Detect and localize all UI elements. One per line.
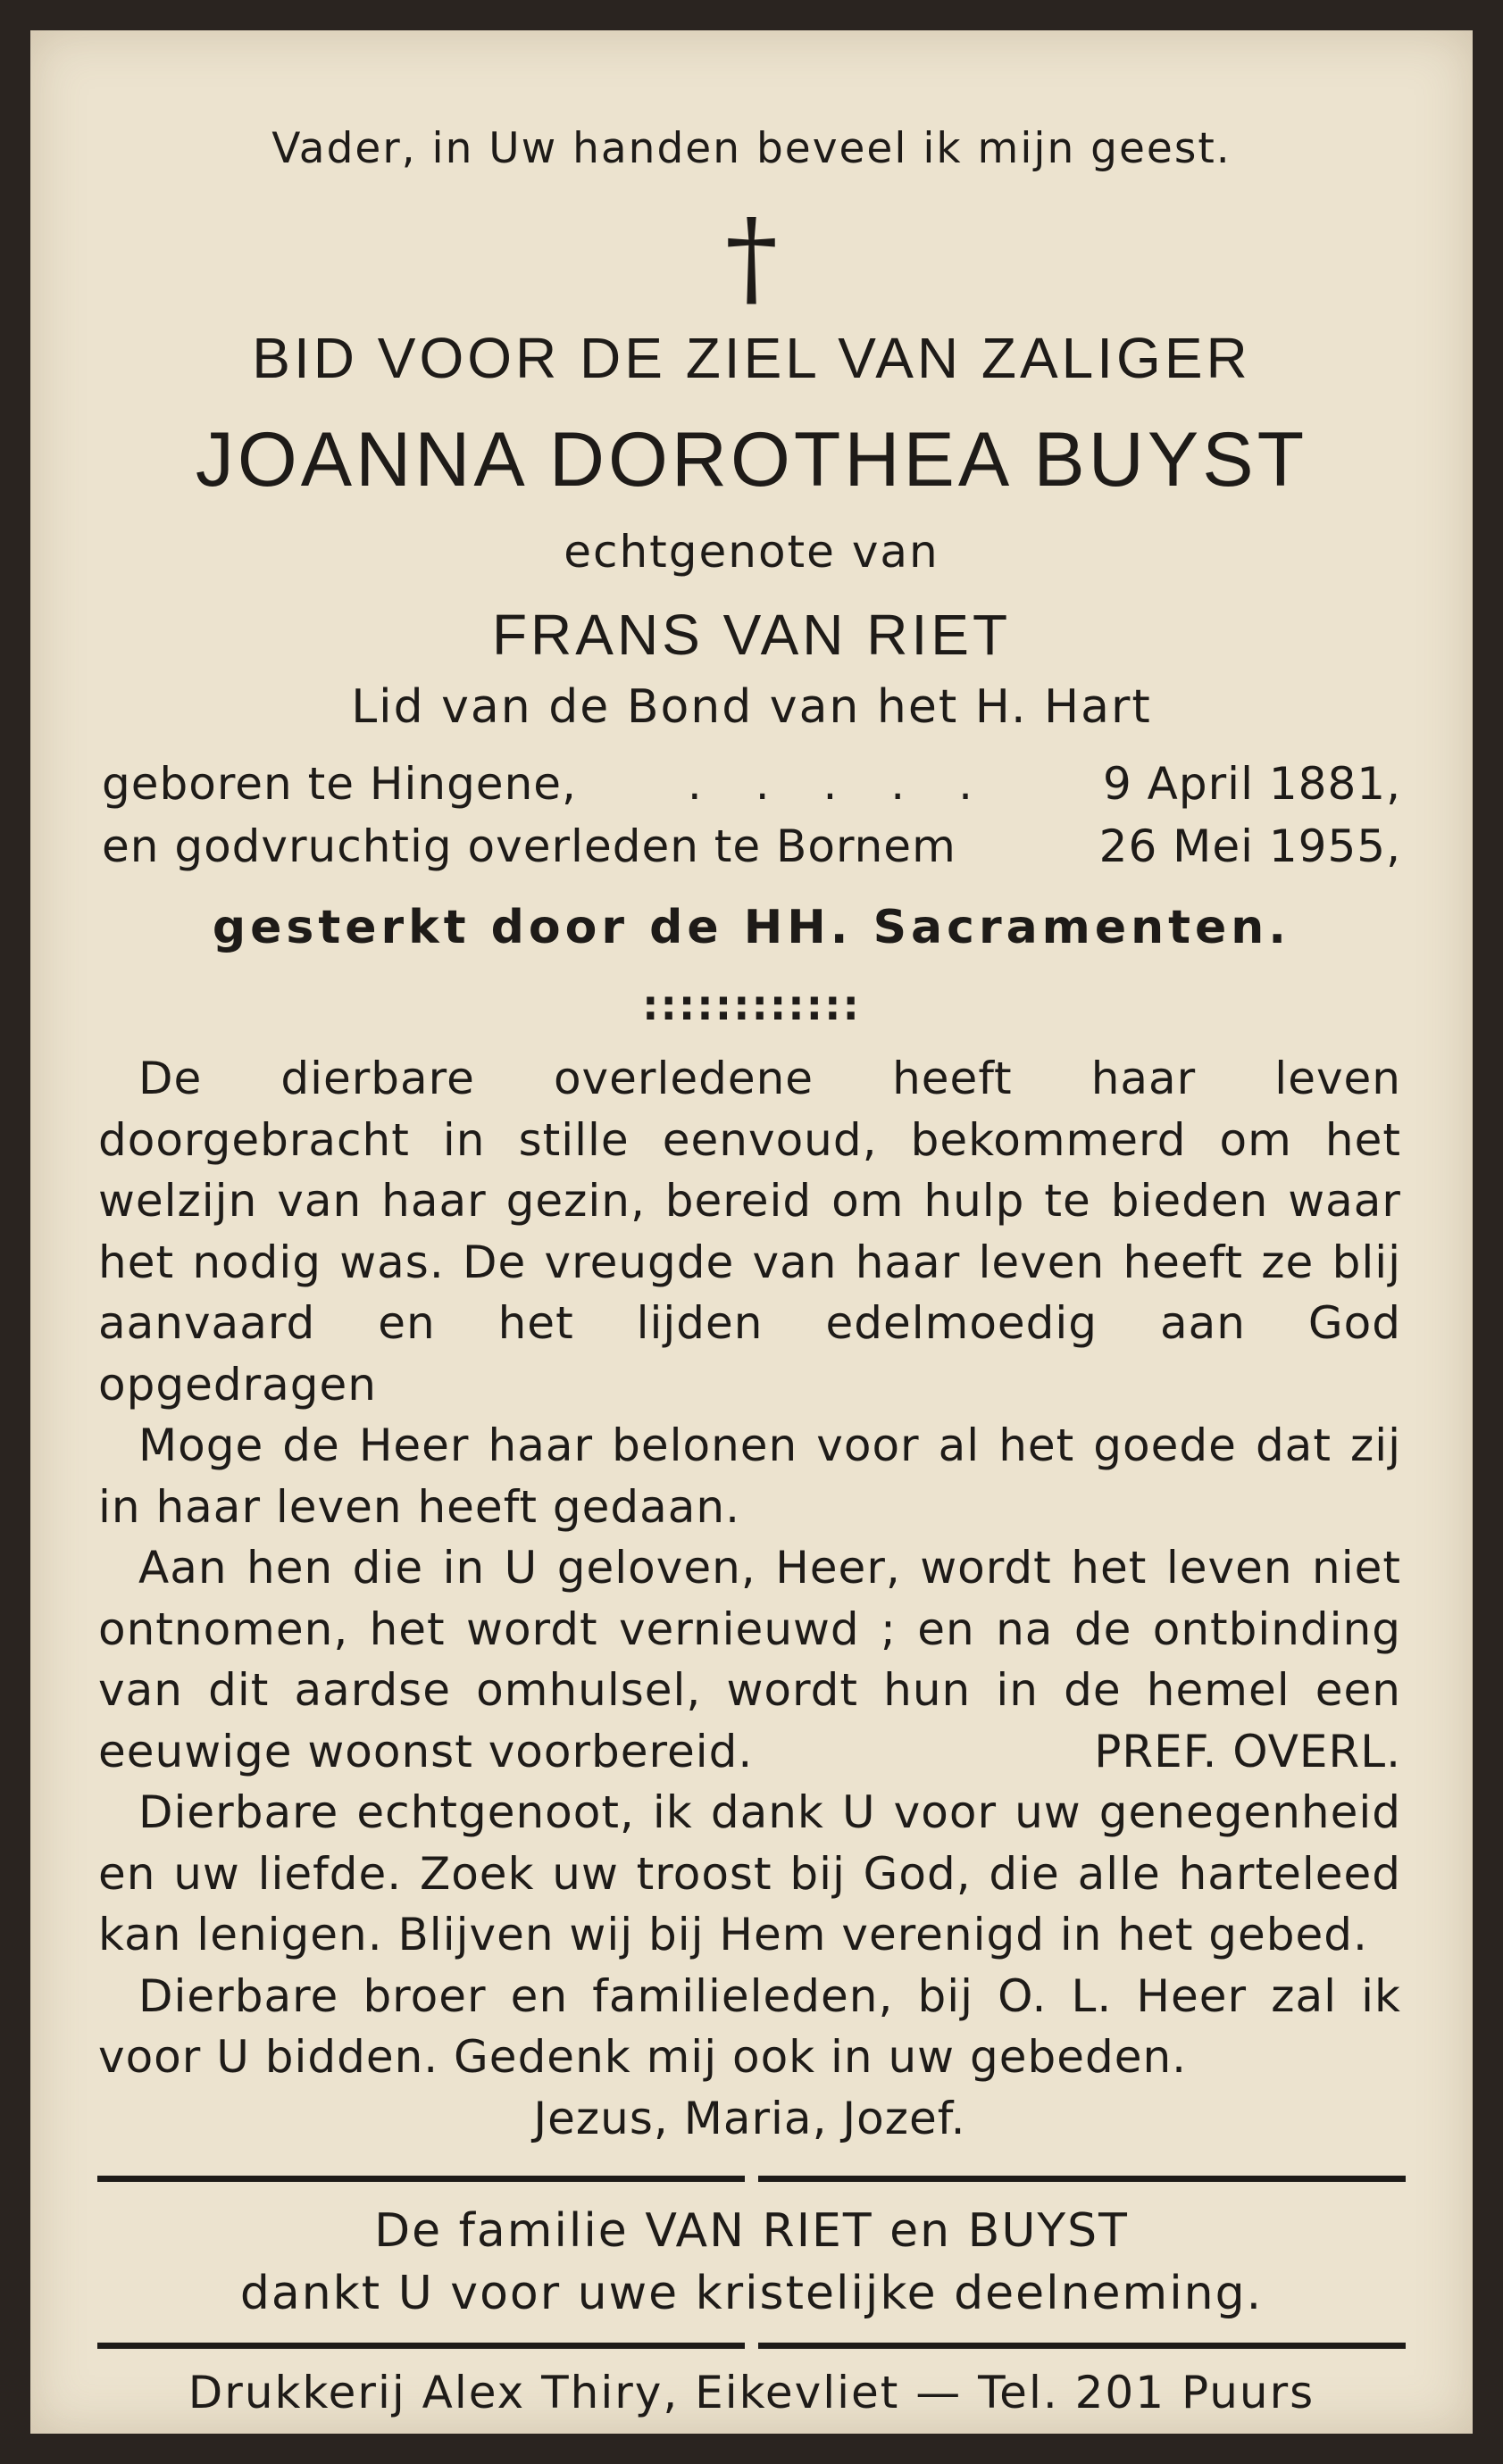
membership: Lid van de Bond van het H. Hart — [351, 680, 1152, 734]
family-thanks-line-1: De familie VAN RIET en BUYST — [374, 2204, 1129, 2258]
prayer-line: BID VOOR DE ZIEL VAN ZALIGER — [252, 326, 1251, 390]
birth-text: geboren te Hingene, — [102, 758, 577, 810]
paragraph-1: De dierbare overledene heeft haar leven doorgebracht in stille eenvoud, bekommerd om het welzijn van haar gezin, bereid om hulp te bieden waar het nodig was. De vreugde van haar leven heeft ze blij aanvaard en het lijden edelmoedig aan God opgedragen — [98, 1053, 1401, 1411]
paragraph-3 — [98, 1537, 1401, 1782]
paragraph-3-text: Aan hen die in U geloven, Heer, wordt het leven niet ontnomen, het wordt vernieuwd ; en na de ontbinding van dit aardse omhulsel, wordt hun in de hemel een eeuwige woonst voorbereid. — [98, 1542, 1401, 1777]
spouse-name: FRANS VAN RIET — [491, 603, 1012, 667]
divider-rule-top — [97, 2176, 1406, 2185]
divider: :::::::::::: — [642, 981, 861, 1029]
spouse-intro: echtgenote van — [564, 526, 939, 578]
death-date: 26 Mei 1955, — [1098, 820, 1401, 872]
closing-invocation: Jezus, Maria, Jozef. — [533, 2092, 966, 2144]
paragraph-5: Dierbare broer en familieleden, bij O. L. Heer zal ik voor U bidden. Gedenk mij ook in uw gebeden. — [98, 1969, 1401, 2083]
birth-line — [102, 758, 1401, 810]
paragraph-2: Moge de Heer haar belonen voor al het goede dat zij in haar leven heeft gedaan. — [98, 1419, 1401, 1533]
paragraph-3-source: PREF. OVERL. — [1094, 1725, 1401, 1777]
divider-rule-bottom — [97, 2343, 1406, 2352]
printer-imprint: Drukkerij Alex Thiry, Eikevliet — Tel. 201 Puurs — [188, 2367, 1315, 2418]
sacraments-line: gesterkt door de HH. Sacramenten. — [212, 901, 1291, 954]
memorial-card — [30, 30, 1473, 2434]
death-text: en godvruchtig overleden te Bornem — [102, 820, 956, 872]
deceased-name: JOANNA DOROTHEA BUYST — [195, 417, 1308, 503]
death-line — [102, 820, 1401, 872]
cross-icon: † — [725, 196, 778, 319]
family-thanks-line-2: dankt U voor uwe kristelijke deelneming. — [239, 2267, 1264, 2320]
paragraph-4: Dierbare echtgenoot, ik dank U voor uw genegenheid en uw liefde. Zoek uw troost bij God, die alle harteleed kan lenigen. Blijven wij bij Hem verenigd in het gebed. — [98, 1786, 1401, 1960]
birth-date: 9 April 1881, — [1102, 758, 1401, 810]
memorial-text — [98, 1048, 1401, 2149]
motto: Vader, in Uw handen beveel ik mijn geest. — [271, 124, 1232, 173]
birth-dots: . . . . . — [687, 758, 992, 810]
